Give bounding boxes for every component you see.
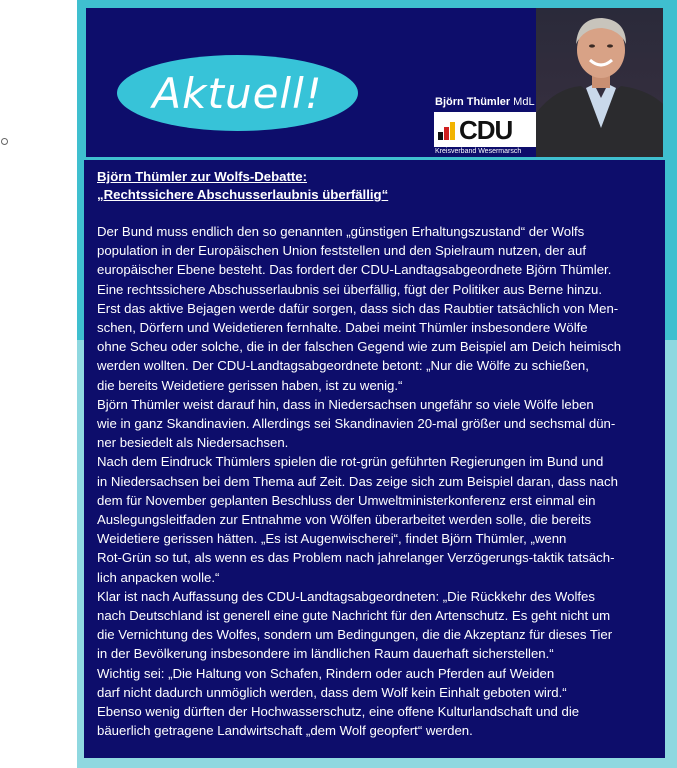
- body-line: die Vernichtung des Wolfes, sondern um Bedingungen, die die Akzeptanz für dieses Tier: [97, 627, 613, 643]
- bullet-mark: [1, 138, 8, 145]
- body-line: in der Bevölkerung insbesondere im ländlichen Raum dauerhaft sicherstellen.“: [97, 646, 554, 662]
- body-line: Eine rechtssichere Abschusserlaubnis sei überfällig, fügt der Politiker aus Berne hinzu.: [97, 281, 603, 297]
- headline-line-1: Björn Thümler zur Wolfs-Debatte:: [97, 169, 308, 184]
- body-line: werden wollten. Der CDU-Landtagsabgeordnete betont: „Nur die Wölfe zu schießen,: [97, 358, 589, 374]
- portrait-photo: [536, 8, 665, 159]
- body-line: in Niedersachsen bei dem Thema auf Zeit. Das zeige sich zum Beispiel daran, dass nach: [97, 473, 618, 489]
- body-line: schen, Dörfern und Weidetieren fernhalte. Dabei meint Thümler insbesondere Wölfe: [97, 320, 588, 336]
- body-line: darf nicht dadurch unmöglich werden, dass dem Wolf kein Einhalt geboten wird.“: [97, 684, 567, 700]
- body-line: Wichtig sei: „Die Haltung von Schafen, Rindern oder auch Pferden auf Weiden: [97, 665, 555, 681]
- body-line: europäischer Ebene besteht. Das fordert der CDU-Landtagsabgeordnete Björn Thümler.: [97, 262, 612, 278]
- article-body: [97, 222, 657, 740]
- body-line: die bereits Weidetiere gerissen haben, ist zu wenig.“: [97, 377, 403, 393]
- body-line: ner besiedelt als Niedersachsen.: [97, 435, 289, 451]
- header-banner: [84, 6, 665, 159]
- politician-title: MdL: [513, 96, 535, 108]
- body-line: ohne Scheu oder solche, die in der falschen Gegend wie zum Beispiel am Deich heimisch: [97, 339, 622, 355]
- association-label: Kreisverband Wesermarsch: [435, 148, 522, 155]
- body-line: Rot-Grün so tut, als wenn es das Problem nach jahrelanger Verzögerungs-taktik tatsäch-: [97, 550, 615, 566]
- body-line: Auslegungsleitfaden zur Entnahme von Wölfen überarbeitet werden solle, die bereits: [97, 512, 592, 528]
- cdu-logo: [434, 112, 537, 147]
- body-line: Klar ist nach Auffassung des CDU-Landtagsabgeordneten: „Die Rückkehr des Wolfes: [97, 588, 595, 604]
- politician-name-text: Björn Thümler: [435, 96, 511, 108]
- body-line: dem für November geplanten Beschluss der Umweltministerkonferenz erst einmal ein: [97, 492, 596, 508]
- body-line: wie in ganz Skandinavien. Allerdings sei Skandinavien 20-mal größer und sechsmal dün-: [97, 416, 616, 432]
- body-line: nach Deutschland ist generell eine gute Nachricht für den Artenschutz. Es geht nicht um: [97, 608, 611, 624]
- body-line: Weidetiere gerissen hätten. „Es ist Augenwischerei“, findet Björn Thümler, „wenn: [97, 531, 567, 547]
- body-line: bäuerlich getragene Landwirtschaft „dem Wolf geopfert“ werden.: [97, 723, 473, 739]
- politician-name: [435, 96, 535, 108]
- body-line: Ebenso wenig dürften der Hochwasserschutz, eine offene Kulturlandschaft und die: [97, 704, 580, 720]
- cdu-bars-icon: [438, 120, 455, 140]
- aktuell-badge: [117, 55, 358, 131]
- article-panel: [84, 160, 665, 758]
- body-line: lich anpacken wolle.“: [97, 569, 220, 585]
- body-line: population in der Europäischen Union feststellen und den Spielraum nutzen, der auf: [97, 243, 586, 259]
- body-line: Erst das aktive Bejagen werde dafür sorgen, dass sich das Raubtier tatsächlich von Men-: [97, 300, 619, 316]
- aktuell-label: Aktuell!: [152, 68, 323, 118]
- body-line: Nach dem Eindruck Thümlers spielen die rot-grün geführten Regierungen im Bund und: [97, 454, 604, 470]
- headline-line-2: „Rechtssichere Abschusserlaubnis überfällig“: [97, 187, 389, 202]
- body-line: Der Bund muss endlich den so genannten „günstigen Erhaltungszustand“ der Wolfs: [97, 224, 585, 239]
- cdu-logo-text: CDU: [459, 114, 513, 145]
- body-line: Björn Thümler weist darauf hin, dass in Niedersachsen ungefähr so viele Wölfe leben: [97, 396, 594, 412]
